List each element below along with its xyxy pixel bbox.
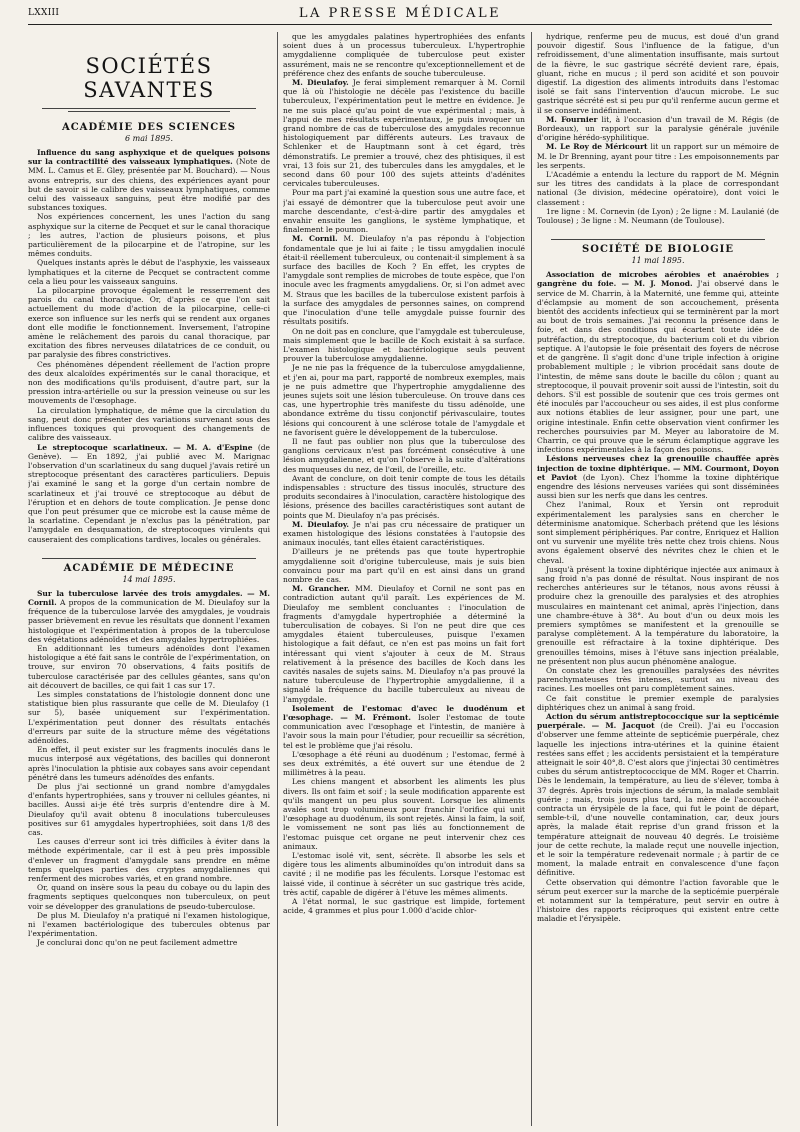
paragraph: De plus M. Dieulafoy n'a pratiqué ni l'examen histologique, ni l'examen bactériologique des tubercules obtenus par l'expérimentation. bbox=[28, 910, 270, 939]
paragraph: M. Dieulafoy. Je ferai simplement remarquer à M. Cornil que là où l'histologie ne décèle pas l'existence du bacille tuberculeux, l'expérimentation peut le mettre en évidence. Je ne me suis placé qu'au point de vue expérimental ; mais, à l'appui de mes résultats expérimentaux, je puis invoquer un grand nombre de cas de tuberculose des amygdales reconnue histologiquement par différents auteurs. Les travaux de Schlenker et de Hauptmann sont à cet égard, très démonstratifs. Le premier a trouvé, chez des phtisiques, il est vrai, 13 fois sur 21, des tubercules dans les amygdales, et le second dans 60 pour 100 des sujets atteints d'adénites cervicales tuberculeuses. bbox=[283, 78, 525, 189]
paragraph: M. Grancher. MM. Dieulafoy et Cornil ne sont pas en contradiction autant qu'il paraît. Les expériences de M. Dieulafoy me semblent concluantes : l'inoculation de fragments d'amygdale hypertrophiée a déterminé la tuberculisation de cobayes. Si l'on ne peut dire que ces amygdales étaient tuberculeuses, puisque l'examen histologique a fait défaut, ce n'en est pas moins un fait fort intéressant qui vient s'ajouter à ceux de M. Straus relativement à la présence des bacilles de Koch dans les cavités nasales de sujets sains. M. Dieulafoy n'a pas prouvé la nature tuberculeuse de l'hypertrophie amygdalienne, il a signalé la fréquence du bacille tuberculeux au niveau de l'amygdale. bbox=[283, 584, 525, 704]
divider bbox=[42, 558, 256, 559]
paragraph: De plus j'ai sectionné un grand nombre d'amygdales d'enfants hypertrophiées, sans y trouver ni cellules géantes, ni bacilles. Aussi ai-je été très surpris d'entendre dire à M. Dieulafoy qu'il avait obtenu 8 inoculations tuberculeuses positives sur 61 amygdales hypertrophiées, soit dans 1/8 des cas. bbox=[28, 782, 270, 838]
paragraph: On ne doit pas en conclure, que l'amygdale est tuberculeuse, mais simplement que le bacille de Koch existait à sa surface. L'examen histologique et bactériologique seuls peuvent prouver la tuberculose amygdalienne. bbox=[283, 326, 525, 364]
article-title: Influence du sang asphyxique et de quelques poisons sur la contractilité des vaisseaux lymphatiques. bbox=[28, 148, 270, 167]
paragraph: Sur la tuberculose larvée des trois amygdales. — M. Cornil. A propos de la communication de M. Dieulafoy sur la fréquence de la tuberculose larvée des amygdales, je voudrais passer brièvement en revue les résultats que donnent l'examen histologique et l'expérimentation à propos de la tuberculose des végétations adénoïdes et des amygdales hypertrophiées. bbox=[28, 588, 270, 644]
paragraph: Association de microbes aérobies et anaérobies ; gangrène du foie. — M. J. Monod. J'ai observé dans le service de M. Charrin, à la Maternité, une femme qui, atteinte d'éclampsie au moment de son accouchement, présenta bientôt des accidents infectieux qui se terminèrent par la mort au bout de trois semaines. J'ai reconnu la présence dans le foie, et dans des conditions qui écartent toute idée de putréfaction, du streptocoque, du bacterium coli et du vibrion septique. A l'autopsie le foie présentait des foyers de nécrose et de gangrène. Il s'agit donc d'une triple infection à origine probablement multiple ; le vibrion procédait sans doute de l'intestin, de même sans doute le bacille du côlon ; quant au streptocoque, il pouvait provenir soit aussi de l'intestin, soit du dehors. S'il est possible de soutenir que ces trois germes ont été inoculés par l'accoucheur ou ses aides, il est plus conforme aux notions établies de leur assigner, pour une part, une origine intestinale. Enfin cette observation vient confirmer les recherches poursuivies par M. Meyer au laboratoire de M. Charrin, ce qui prouve que le sérum éclamptique aggrave les infections expérimentales à la façon des poisons. bbox=[537, 270, 779, 455]
paragraph: Influence du sang asphyxique et de quelques poisons sur la contractilité des vaisseaux lymphatiques. (Note de MM. L. Camus et E. Gley, présentée par M. Bouchard). — Nous avons entrepris, sur des chiens, des expériences ayant pour but de savoir si le calibre des vaisseaux lymphatiques, comme celui des vaisseaux sanguins, peut être modifié par des substances toxiques. bbox=[28, 148, 270, 213]
section-heading: ACADÉMIE DE MÉDECINE bbox=[63, 562, 235, 574]
paragraph: Ces phénomènes dépendent réellement de l'action propre des deux alcaloïdes expérimentés sur le canal thoracique, et non des modifications qu'ils produisent, d'autre part, sur la pression intra-artérielle ou sur la pression veineuse ou sur les mouvements de l'œsophage. bbox=[28, 359, 270, 406]
paragraph: La circulation lymphatique, de même que la circulation du sang, peut donc présenter des variations survenant sous des influences toxiques qui provoquent des changements de calibre des vaisseaux. bbox=[28, 405, 270, 443]
speaker-name: M. Cornil. bbox=[292, 234, 338, 244]
speaker-name: M. Grancher. bbox=[292, 584, 350, 594]
paragraph: M. Le Roy de Méricourt lit un rapport sur un mémoire de M. le Dr Brenning, ayant pour titre : Les empoisonnements par les serpents. bbox=[537, 142, 779, 170]
paragraph: Ce fait constitue le premier exemple de paralysies diphtériques chez un animal à sang froid. bbox=[537, 693, 779, 712]
column-2 bbox=[283, 32, 525, 1126]
article-title: Action du sérum antistreptococcique sur la septicémie puerpérale. — M. Jacquot bbox=[537, 712, 779, 731]
paragraph: Les causes d'erreur sont ici très difficiles à éviter dans la méthode expérimentale, car il est à peu près impossible d'enlever un fragment d'amygdale sans prendre en même temps quelques parties des cryptes amygdaliennes qui renferment des microbes variés, et en grand nombre. bbox=[28, 837, 270, 884]
paragraph: L'estomac isolé vit, sent, sécrète. Il absorbe les sels et digère tous les aliments albuminoïdes qu'on introduit dans sa cavité ; il ne modifie pas les féculents. Lorsque l'estomac est laissé vide, il continue à sécréter un suc gastrique très acide, très actif, capable de digérer à l'étuve les mêmes aliments. bbox=[283, 851, 525, 897]
column-rule bbox=[277, 32, 278, 1126]
paragraph: Je conclurai donc qu'on ne peut facilement admettre bbox=[37, 938, 238, 948]
section-heading: ACADÉMIE DES SCIENCES bbox=[61, 122, 237, 133]
article-title: Le streptocoque scarlatineux. — M. A. d'Espine bbox=[37, 442, 253, 452]
paragraph: Le streptocoque scarlatineux. — M. A. d'Espine (de Genève). — En 1892, j'ai publié avec M. Marignac l'observation d'un scarlatineux du sang duquel j'avais retiré un streptocoque présentant des caractères particuliers. Depuis j'ai examiné le sang et la gorge d'un certain nombre de scarlatineux et j'ai trouvé ce streptocoque au début de l'éruption et en dehors de toute complication. Je pense donc que l'on peut présumer que ce microbe est la cause même de la scarlatine. Cependant je n'exclus pas la pénétration, par l'amygdale en desquamation, de streptocoques virulents qui causeraient des complications tardives, locales ou générales. bbox=[28, 442, 270, 544]
paragraph: 1re ligne : M. Cornevin (de Lyon) ; 2e ligne : M. Laulanié (de Toulouse) ; 3e ligne : M. Neumann (de Toulouse). bbox=[537, 206, 779, 226]
journal-title: LA PRESSE MÉDICALE bbox=[298, 6, 502, 21]
paragraph: En effet, il peut exister sur les fragments inoculés dans le mucus interposé aux végétations, des bacilles qui donneront après l'inoculation la phtisie aux cobayes sans avoir cependant pénétré dans les tumeurs adénoïdes des enfants. bbox=[28, 745, 270, 782]
paragraph: Lésions nerveuses chez la grenouille chauffée après injection de toxine diphtérique. — MM. Courmont, Doyon et Paviot (de Lyon). Chez l'homme la toxine diphtérique engendre des lésions nerveuses variées qui sont disséminées aussi bien sur les nerfs que dans les centres. bbox=[537, 454, 779, 501]
column-1 bbox=[28, 32, 270, 1126]
paragraph: En additionnant les tumeurs adénoïdes dont l'examen histologique a été fait sans le contrôle de l'expérimentation, on trouve, sur environ 70 observations, 4 faits positifs de tuberculose caractérisée par des cellules géantes, sans qu'on ait découvert de bacilles, ce qui fait 1 cas sur 17. bbox=[28, 643, 270, 690]
paragraph: Jusqu'à présent la toxine diphtérique injectée aux animaux à sang froid n'a pas donné de résultat. Nous inspirant de nos recherches antérieures sur le tétanos, nous avons réussi à produire chez la grenouille des paralysies et des atrophies musculaires en maintenant cet animal, après l'injection, dans une chambre-étuve à 38°. Au bout d'un ou deux mois les premiers symptômes se manifestent et la grenouille se paralyse complètement. A la température du laboratoire, la grenouille est réfractaire à la toxine diphtérique. Des grenouilles témoins, mises à l'étuve sans injection préalable, ne présentent non plus aucun phénomène analogue. bbox=[537, 564, 779, 666]
paragraph: Quelques instants après le début de l'asphyxie, les vaisseaux lymphatiques et la citerne de Pecquet se contractent comme cela a lieu pour les vaisseaux sanguins. bbox=[28, 258, 270, 286]
paragraph: Les simples constatations de l'histologie donnent donc une statistique bien plus rassurante que celle de M. Dieulafoy (1 sur 5), basée uniquement sur l'expérimentation. L'expérimentation peut donner des résultats entachés d'erreurs par suite de la structure même des végétations adénoïdes. bbox=[28, 689, 270, 745]
paragraph: Avant de conclure, on doit tenir compte de tous les détails indispensables : structure des tissus inoculés, structure des produits secondaires à l'inoculation, caractère histologique des lésions, présence des bacilles caractéristiques sont autant de points que M. Dieulafoy n'a pas précisés. bbox=[283, 473, 525, 520]
paragraph: A l'état normal, le suc gastrique est limpide, fortement acide, 4 grammes et plus pour 1.000 d'acide chlor- bbox=[283, 897, 525, 916]
page-number: LXXIII bbox=[28, 8, 60, 18]
speaker-name: M. Fournier bbox=[546, 114, 598, 124]
paragraph: L'œsophage a été réuni au duodénum ; l'estomac, fermé à ses deux extrémités, a été ouvert sur une étendue de 2 millimètres à la peau. bbox=[283, 749, 525, 778]
paragraph: La pilocarpine provoque également le resserrement des parois du canal thoracique. Or, d'après ce que l'on sait actuellement du mode d'action de la pilocarpine, celle-ci exerce son influence sur les nerfs qui se rendent aux organes dont elle modifie le fonctionnement. Inversement, l'atropine amène le relâchement des parois du canal thoracique, par excitation des fibres nerveuses dilatatrices de ce conduit, ou par paralysie des fibres constrictives. bbox=[28, 286, 270, 360]
paragraph: Je ne nie pas la fréquence de la tuberculose amygdalienne, et j'en ai, pour ma part, rapporté de nombreux exemples, mais je ne puis admettre que l'hypertrophie amygdalienne des jeunes sujets soit une lésion tuberculeuse. On trouve dans ces cas, une hypertrophie très manifeste du tissu adénoïde, une abondance extrême du tissu conjonctif périvasculaire, toutes lésions qui concourent à une sclérose totale de l'amygdale et ne favorisent guère le développement de la tuberculose. bbox=[283, 363, 525, 437]
divider bbox=[42, 108, 256, 109]
paragraph: M. Dieulafoy. Je n'ai pas cru nécessaire de pratiquer un examen histologique des lésions constatées à l'autopsie des animaux inoculés, tant elles étaient caractéristiques. bbox=[283, 519, 525, 548]
speaker-name: M. Dieulafoy. bbox=[292, 78, 349, 88]
article-title: Association de microbes aérobies et anaérobies ; gangrène du foie. — M. J. Monod. bbox=[537, 270, 779, 289]
article-title: Lésions nerveuses chez la grenouille chauffée après injection de toxine diphtérique. — MM. Courmont, Doyon et Paviot bbox=[537, 454, 779, 482]
paragraph: M. Fournier lit, à l'occasion d'un travail de M. Régis (de Bordeaux), un rapport sur la paralysie générale juvénile d'origine hérédo-syphilitique. bbox=[537, 114, 779, 143]
speaker-name: M. Dieulafoy. bbox=[292, 519, 349, 529]
paragraph: Or, quand on insère sous la peau du cobaye ou du lapin des fragments septiques quelconques non tuberculeux, on peut voir se développer des granulations de pseudo-tuberculose. bbox=[28, 883, 270, 911]
column-3 bbox=[537, 32, 779, 1126]
paragraph: D'ailleurs je ne prétends pas que toute hypertrophie amygdalienne soit d'origine tuberculeuse, mais je suis bien convaincu pour ma part qu'il en est ainsi dans un grand nombre de cas. bbox=[283, 547, 525, 584]
section-date: 6 mai 1895. bbox=[125, 134, 173, 143]
paragraph: L'Académie a entendu la lecture du rapport de M. Mégnin sur les titres des candidats à la place de correspondant national (3e division, médecine opératoire), dont voici le classement : bbox=[537, 170, 779, 207]
paragraph: Pour ma part j'ai examiné la question sous une autre face, et j'ai essayé de démontrer que la tuberculose peut avoir une marche descendante, c'est-à-dire partir des amygdales et envahir ensuite les ganglions, le système lymphatique, et finalement le poumon. bbox=[283, 188, 525, 235]
paragraph: Chez l'animal, Roux et Yersin ont reproduit expérimentalement les paralysies sans en chercher le déterminisme anatomique. Scherbach prétend que les lésions sont simplement périphériques. Par contre, Enriquez et Hallion ont vu survenir une myélite très nette chez trois chiens. Nous avons également observé des névrites chez le chien et le cheval. bbox=[537, 500, 779, 565]
article-title: Isolement de l'estomac d'avec le duodénum et l'œsophage. — M. Frémont. bbox=[283, 703, 525, 723]
divider bbox=[68, 111, 230, 112]
paragraph: On constate chez les grenouilles paralysées des névrites parenchymateuses très intenses, surtout au niveau des racines. Les moelles ont paru complètement saines. bbox=[537, 666, 779, 694]
page-header bbox=[28, 6, 772, 25]
paragraph: Action du sérum antistreptococcique sur la septicémie puerpérale. — M. Jacquot (de Creil). J'ai eu l'occasion d'observer une femme atteinte de septicémie puerpérale, chez laquelle les injections intra-utérines et la quinine étaient restées sans effet ; les accidents persistaient et la température atteignait le soir 40°,8. C'est alors que j'injectai 30 centimètres cubes du sérum antistreptococcique de MM. Roger et Charrin. Dès le lendemain, la température, au lieu de s'élever, tomba à 37 degrés. Après trois injections de sérum, la malade semblait guérie ; mais, trois jours plus tard, la mère de l'accouchée contracta un érysipèle de la face, qui fut le point de départ, semble-t-il, d'une nouvelle contamination, car, deux jours après, la malade était reprise d'un grand frisson et la température atteignait de nouveau 40 degrés. Le troisième jour de cette rechute, la malade reçut une nouvelle injection, et le soir la température redevenait normale ; à partir de ce moment, la malade entrait en convalescence d'une façon définitive. bbox=[537, 712, 779, 878]
column-rule bbox=[531, 32, 532, 1126]
section-heading: SOCIÉTÉ DE BIOLOGIE bbox=[582, 244, 734, 256]
paragraph: M. Cornil. M. Dieulafoy n'a pas répondu à l'objection fondamentale que je lui ai faite ; le tissu amygdalien inoculé était-il réellement tuberculeux, ou contenait-il simplement à sa surface des bacilles de Koch ? En effet, les cryptes de l'amygdale sont remplies de microbes de toute espèce, que l'on inocule avec les fragments amygdaliens. Or, si l'on admet avec M. Straus que les bacilles de la tuberculose existent parfois à la surface des amygdales de personnes saines, on comprend que l'inoculation d'une telle amygdale puisse fournir des résultats positifs. bbox=[283, 234, 525, 327]
banner-title: SOCIÉTÉS SAVANTES bbox=[83, 54, 215, 102]
paragraph: Les chiens mangent et absorbent les aliments les plus divers. Ils ont faim et soif ; la seule modification apparente est qu'ils mangent un peu plus souvent. Lorsque les aliments avalés sont trop volumineux pour franchir l'orifice qui unit l'œsophage au duodénum, ils sont rejetés. Ainsi la faim, la soif, le vomissement ne sont pas liés au fonctionnement de l'estomac puisque cet organe ne peut intervenir chez ces animaux. bbox=[283, 777, 525, 851]
divider bbox=[551, 239, 765, 240]
paragraph: hydrique, renferme peu de mucus, est doué d'un grand pouvoir digestif. Sous l'influence de la fatigue, d'un refroidissement, d'une alimentation insuffisante, mais surtout de la fièvre, le suc gastrique sécrété devient rare, épais, gluant, riche en mucus ; il perd son acidité et son pouvoir digestif. La digestion des aliments introduits dans l'estomac isolé se fait sans l'intervention d'aucun microbe. Le suc gastrique sécrété est si peu pur qu'il renferme aucun germe et il se conserve indéfiniment. bbox=[537, 32, 779, 115]
section-date: 14 mai 1895. bbox=[122, 574, 176, 584]
paragraph: Cette observation qui démontre l'action favorable que le sérum peut exercer sur la marche de la septicémie puerpérale et notamment sur la température, peut servir en outre à l'histoire des rapports réciproques qui existent entre cette maladie et l'érysipèle. bbox=[537, 877, 779, 924]
article-title: Sur la tuberculose larvée des trois amygdales. — M. Cornil. bbox=[28, 588, 270, 607]
paragraph: que les amygdales palatines hypertrophiées des enfants soient dues à un processus tuberculeux. L'hypertrophie amygdalienne compliquée de tuberculose peut exister assurément, mais ne se rencontre qu'exceptionnellement et de préférence chez des enfants de souche tuberculeuse. bbox=[283, 32, 525, 78]
paragraph: Isolement de l'estomac d'avec le duodénum et l'œsophage. — M. Frémont. Isoler l'estomac de toute communication avec l'œsophage et l'intestin, de manière à l'avoir sous la main pour l'étudier, pour recueillir sa sécrétion, tel est le problème que j'ai résolu. bbox=[283, 703, 525, 750]
paragraph: Nos expériences concernent, les unes l'action du sang asphyxique sur la citerne de Pecquet et sur le canal thoracique ; les autres, l'action de plusieurs poisons, et plus particulièrement de la pilocarpine et de l'atropine, sur les mêmes conduits. bbox=[28, 212, 270, 259]
section-date: 11 mai 1895. bbox=[631, 256, 685, 266]
paragraph: Il ne faut pas oublier non plus que la tuberculose des ganglions cervicaux n'est pas forcément consécutive à une lésion amygdalienne, et qu'on l'observe à la suite d'altérations des muqueuses du nez, de l'œil, de l'oreille, etc. bbox=[283, 436, 525, 474]
speaker-name: M. Le Roy de Méricourt bbox=[546, 142, 648, 152]
